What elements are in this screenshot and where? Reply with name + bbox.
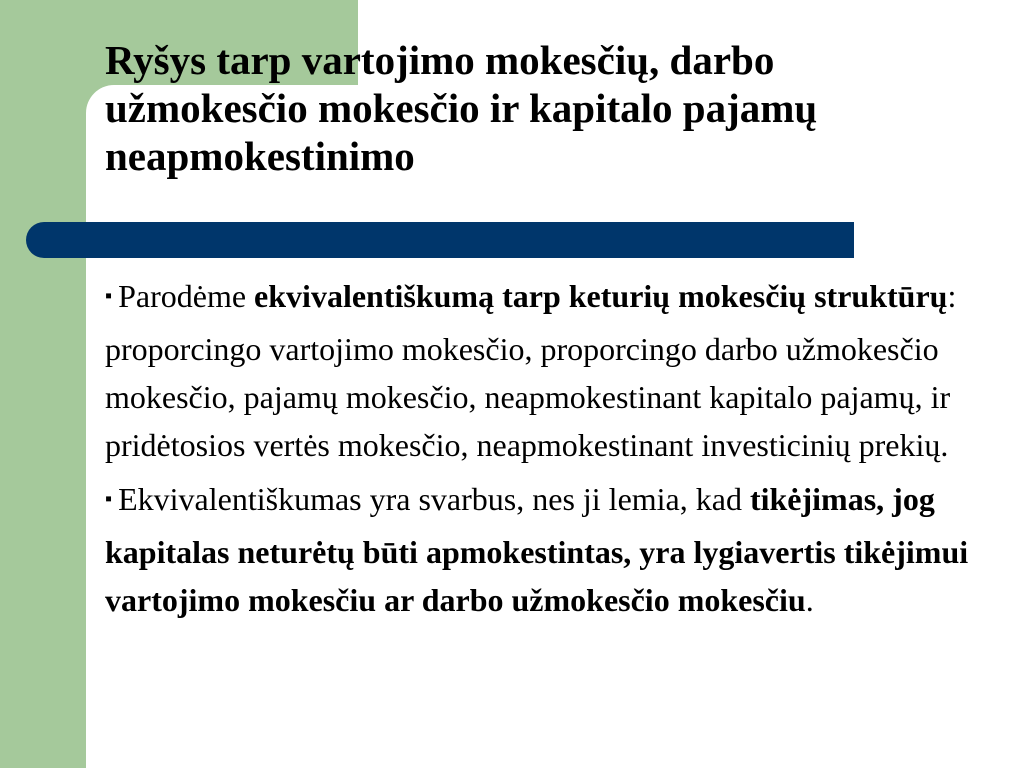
bullet-item-2 <box>105 475 1005 624</box>
bullet-1-emphasis: ekvivalentiškumą tarp keturių mokesčių struktūrų <box>254 278 948 314</box>
bullet-2-emphasis: tikėjimas, jog kapitalas neturėtų būti apmokestintas, yra lygiavertis tikėjimui vartojimo mokesčiu ar darbo užmokesčio mokesčiu <box>105 481 969 618</box>
slide-body <box>105 272 1005 630</box>
bullet-2-text-a: Ekvivalentiškumas yra svarbus, nes ji lemia, kad <box>118 481 750 517</box>
bullet-1-text-a: Parodėme <box>118 278 255 314</box>
bullet-2-text-b: . <box>805 582 814 618</box>
slide-title: Ryšys tarp vartojimo mokesčių, darbo užmokesčio mokesčio ir kapitalo pajamų neapmokestinimo <box>105 37 818 179</box>
bullet-1-text-b: : proporcingo vartojimo mokesčio, proporcingo darbo užmokesčio mokesčio, pajamų mokesčio, neapmokestinant kapitalo pajamų, ir pridėtosios vertės mokesčio, neapmokestinant investicinių prekių. <box>105 278 957 463</box>
square-bullet-icon: ▪ <box>105 488 113 510</box>
square-bullet-icon: ▪ <box>105 285 113 307</box>
title-underline-bar <box>26 222 854 258</box>
bullet-item-1 <box>105 272 1005 469</box>
